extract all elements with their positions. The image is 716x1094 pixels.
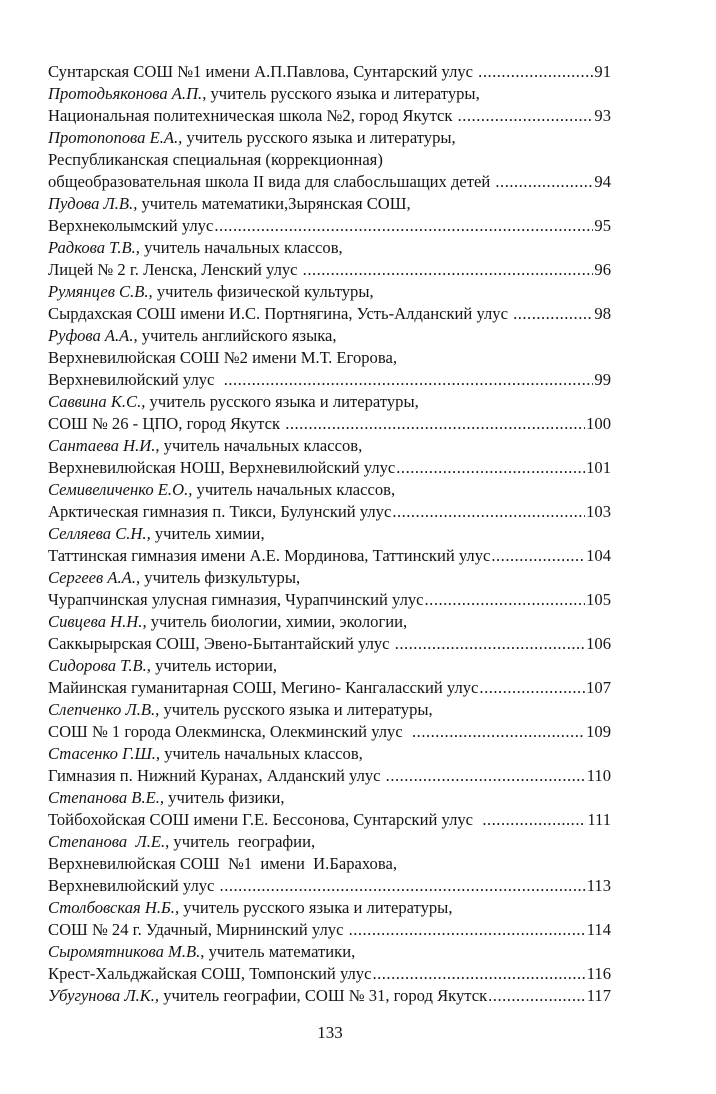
entry-text: учитель физкультуры,: [140, 568, 301, 587]
entry-text: учитель биологии, химии, экологии,: [146, 612, 408, 631]
dot-leader: [224, 369, 594, 391]
entry-text: СОШ № 24 г. Удачный, Мирнинский улус: [48, 920, 348, 939]
toc-line: [48, 567, 611, 589]
entry-text: учитель физической культуры,: [152, 282, 374, 301]
toc-line: [48, 215, 611, 237]
dot-leader: [285, 413, 585, 435]
page-ref: 101: [586, 458, 611, 477]
author-name: Слепченко Л.В.,: [48, 700, 160, 719]
dot-leader: [458, 105, 594, 127]
dot-leader: [349, 919, 586, 941]
author-name: Сидорова Т.В.,: [48, 656, 151, 675]
toc-line: [48, 501, 611, 523]
toc-line: [48, 105, 611, 127]
toc-line: [48, 149, 611, 171]
page-ref: 113: [586, 876, 611, 895]
page-ref: 111: [587, 810, 611, 829]
author-name: Румянцев С.В.,: [48, 282, 153, 301]
author-name: Степанова В.Е.,: [48, 788, 165, 807]
page-ref: 107: [586, 678, 611, 697]
toc-line: [48, 259, 611, 281]
entry-text: Верхневилюйская СОШ №1 имени И.Барахова,: [48, 854, 397, 873]
toc-line: [48, 919, 611, 941]
entry-text: учитель начальных классов,: [160, 744, 363, 763]
entry-text: учитель русского языка и литературы,: [206, 84, 480, 103]
entry-text: учитель русского языка и литературы,: [182, 128, 456, 147]
page-ref: 104: [586, 546, 611, 565]
entry-text: Майинская гуманитарная СОШ, Мегино- Кангаласский улус: [48, 678, 479, 697]
page-ref: 94: [594, 172, 611, 191]
entry-text: Таттинская гимназия имени А.Е. Мординова, Таттинский улус: [48, 546, 491, 565]
entry-text: Тойбохойская СОШ имени Г.Е. Бессонова, Сунтарский улус: [48, 810, 482, 829]
entry-text: учитель истории,: [150, 656, 278, 675]
entry-text: СОШ № 1 города Олекминска, Олекминский улус: [48, 722, 412, 741]
toc-line: [48, 413, 611, 435]
dot-leader: [425, 589, 586, 611]
page-ref: 116: [586, 964, 611, 983]
author-name: Сыромятникова М.В.,: [48, 942, 205, 961]
entry-text: Республиканская специальная (коррекционная): [48, 150, 383, 169]
entry-text: учитель начальных классов,: [159, 436, 363, 455]
toc-line: [48, 765, 611, 787]
author-name: Протодьяконова А.П.,: [48, 84, 207, 103]
entry-text: учитель английского языка,: [137, 326, 337, 345]
page-ref: 98: [594, 304, 611, 323]
author-name: Семивеличенко Е.О.,: [48, 480, 193, 499]
entry-text: учитель русского языка и литературы,: [179, 898, 453, 917]
dot-leader: [386, 765, 586, 787]
toc-line: [48, 303, 611, 325]
entry-text: СОШ № 26 - ЦПО, город Якутск: [48, 414, 285, 433]
entry-text: учитель математики,Зырянская СОШ,: [137, 194, 411, 213]
toc-line: [48, 347, 611, 369]
page-ref: 105: [586, 590, 611, 609]
dot-leader: [488, 985, 586, 1007]
toc-line: [48, 787, 611, 809]
author-name: Радкова Т.В.,: [48, 238, 140, 257]
author-name: Сантаева Н.И.,: [48, 436, 160, 455]
toc-line: [48, 611, 611, 633]
toc-line: [48, 281, 611, 303]
entry-text: учитель географии, СОШ № 31, город Якутск: [159, 986, 488, 1005]
entry-text: Чурапчинская улусная гимназия, Чурапчинский улус: [48, 590, 424, 609]
dot-leader: [479, 677, 585, 699]
dot-leader: [214, 215, 593, 237]
dot-leader: [513, 303, 593, 325]
toc-line: [48, 523, 611, 545]
author-name: Степанова Л.Е.,: [48, 832, 170, 851]
author-name: Стасенко Г.Ш.,: [48, 744, 161, 763]
entry-text: общеобразовательная школа II вида для слабосльшащих детей: [48, 172, 495, 191]
toc-line: [48, 83, 611, 105]
toc-line: [48, 369, 611, 391]
page-ref: 114: [586, 920, 611, 939]
toc-line: [48, 479, 611, 501]
dot-leader: [495, 171, 593, 193]
toc-line: [48, 985, 611, 1007]
entry-text: учитель географии,: [169, 832, 316, 851]
toc-line: [48, 677, 611, 699]
toc-line: [48, 61, 611, 83]
entry-text: учитель русского языка и литературы,: [159, 700, 433, 719]
author-name: Пудова Л.В.,: [48, 194, 138, 213]
entry-text: Национальная политехническая школа №2, город Якутск: [48, 106, 457, 125]
toc-line: [48, 589, 611, 611]
toc-line: [48, 743, 611, 765]
entry-text: Верхневилюйский улус: [48, 370, 223, 389]
author-name: Протопопова Е.А.,: [48, 128, 183, 147]
entry-text: Верхневилюйская СОШ №2 имени М.Т. Егорова,: [48, 348, 397, 367]
toc-line: [48, 325, 611, 347]
entry-text: учитель физики,: [164, 788, 285, 807]
entry-text: учитель русского языка и литературы,: [145, 392, 419, 411]
entry-text: Крест-Хальджайская СОШ, Томпонский улус: [48, 964, 372, 983]
page-ref: 110: [586, 766, 611, 785]
dot-leader: [372, 963, 585, 985]
author-name: Саввина К.С.,: [48, 392, 146, 411]
entry-text: Арктическая гимназия п. Тикси, Булунский улус: [48, 502, 392, 521]
dot-leader: [395, 633, 585, 655]
toc-line: [48, 941, 611, 963]
toc-line: [48, 897, 611, 919]
dot-leader: [396, 457, 585, 479]
toc-line: [48, 853, 611, 875]
toc-line: [48, 193, 611, 215]
author-name: Руфова А.А.,: [48, 326, 138, 345]
page-ref: 100: [586, 414, 611, 433]
page-ref: 91: [594, 62, 611, 81]
page-ref: 99: [594, 370, 611, 389]
author-name: Селляева С.Н.,: [48, 524, 151, 543]
entry-text: учитель начальных классов,: [192, 480, 396, 499]
page-number: 133: [317, 1023, 343, 1042]
toc-line: [48, 699, 611, 721]
author-name: Столбовская Н.Б.,: [48, 898, 180, 917]
page-ref: 103: [586, 502, 611, 521]
toc-line: [48, 633, 611, 655]
page-ref: 93: [594, 106, 611, 125]
toc-line: [48, 655, 611, 677]
entry-text: Верхнеколымский улус: [48, 216, 214, 235]
dot-leader: [412, 721, 585, 743]
page-ref: 96: [594, 260, 611, 279]
dot-leader: [478, 61, 593, 83]
dot-leader: [303, 259, 594, 281]
table-of-contents: [48, 61, 611, 1007]
toc-line: [48, 809, 611, 831]
entry-text: Гимназия п. Нижний Куранах, Алданский улус: [48, 766, 385, 785]
toc-line: [48, 831, 611, 853]
toc-line: [48, 171, 611, 193]
entry-text: учитель математики,: [204, 942, 356, 961]
entry-text: Лицей № 2 г. Ленска, Ленский улус: [48, 260, 302, 279]
page-ref: 117: [586, 986, 611, 1005]
author-name: Убугунова Л.К.,: [48, 986, 160, 1005]
entry-text: Сунтарская СОШ №1 имени А.П.Павлова, Сунтарский улус: [48, 62, 478, 81]
toc-line: [48, 237, 611, 259]
dot-leader: [482, 809, 586, 831]
dot-leader: [392, 501, 585, 523]
toc-line: [48, 435, 611, 457]
author-name: Сергеев А.А.,: [48, 568, 141, 587]
dot-leader: [491, 545, 585, 567]
toc-line: [48, 721, 611, 743]
page-ref: 95: [594, 216, 611, 235]
entry-text: Саккырырская СОШ, Эвено-Бытантайский улус: [48, 634, 394, 653]
entry-text: Верхневилюйская НОШ, Верхневилюйский улус: [48, 458, 396, 477]
toc-line: [48, 545, 611, 567]
toc-line: [48, 127, 611, 149]
entry-text: Сырдахская СОШ имени И.С. Портнягина, Усть-Алданский улус: [48, 304, 513, 323]
author-name: Сивцева Н.Н.,: [48, 612, 147, 631]
dot-leader: [220, 875, 586, 897]
entry-text: учитель химии,: [150, 524, 265, 543]
toc-line: [48, 457, 611, 479]
entry-text: учитель начальных классов,: [139, 238, 343, 257]
page-ref: 109: [586, 722, 611, 741]
toc-line: [48, 963, 611, 985]
entry-text: Верхневилюйский улус: [48, 876, 219, 895]
toc-line: [48, 391, 611, 413]
toc-line: [48, 875, 611, 897]
page-ref: 106: [586, 634, 611, 653]
